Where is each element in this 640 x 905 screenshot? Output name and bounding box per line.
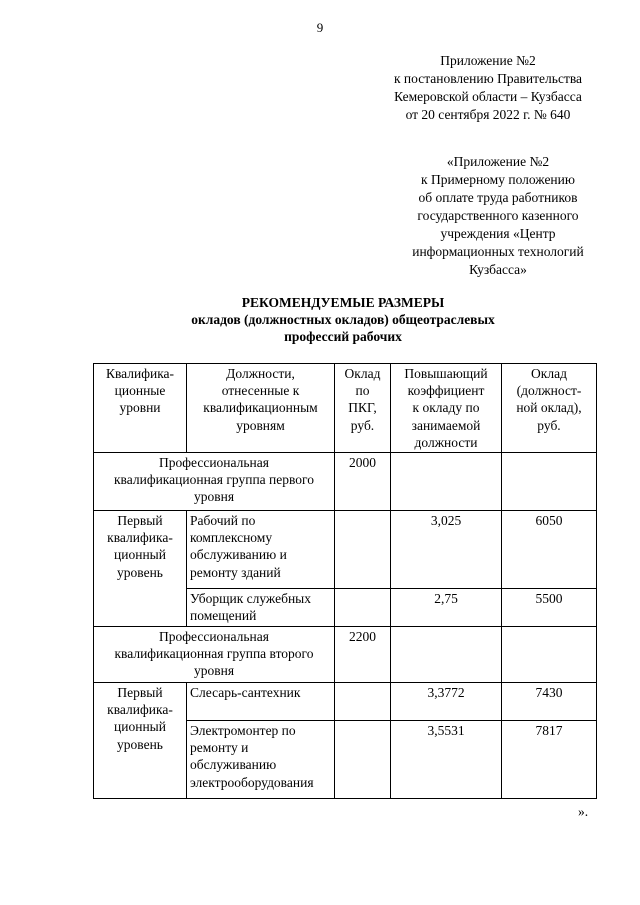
appendix-inner-line: Кузбасса» — [469, 262, 527, 277]
empty-cell — [335, 589, 391, 627]
coefficient-value: 3,3772 — [391, 683, 502, 721]
group-name: Профессиональная квалификационная группа второго уровня — [94, 627, 335, 683]
page-number: 9 — [316, 20, 324, 35]
header-qualification-levels: Квалифика- ционные уровни — [94, 364, 187, 453]
header-coefficient: Повышающий коэффициент к окладу по занимаемой должности — [391, 364, 502, 453]
coefficient-value: 3,5531 — [391, 721, 502, 799]
appendix-inner-line: учреждения «Центр — [440, 226, 556, 241]
group-row — [94, 453, 597, 511]
empty-cell — [502, 627, 597, 683]
header-positions: Должности, отнесенные к квалификационным уровням — [187, 364, 335, 453]
header-salary-pkg: Оклад по ПКГ, руб. — [335, 364, 391, 453]
position-name: Электромонтер по ремонту и обслуживанию электрооборудования — [187, 721, 335, 799]
qualification-level: Первый квалифика- ционный уровень — [94, 683, 187, 799]
group-salary: 2000 — [335, 453, 391, 511]
title-line-3: профессий рабочих — [284, 329, 402, 344]
appendix-header-line: от 20 сентября 2022 г. № 640 — [405, 107, 571, 122]
salary-value: 7817 — [502, 721, 597, 799]
group-name: Профессиональная квалификационная группа первого уровня — [94, 453, 335, 511]
appendix-inner — [393, 153, 603, 279]
empty-cell — [335, 511, 391, 589]
document-title — [90, 294, 596, 345]
appendix-inner-line: к Примерному положению — [421, 172, 575, 187]
appendix-header-line: к постановлению Правительства — [393, 71, 583, 86]
closing-quote: ». — [578, 804, 589, 819]
appendix-inner-line: «Приложение №2 — [446, 154, 550, 169]
position-name: Рабочий по комплексному обслуживанию и ремонту зданий — [187, 511, 335, 589]
position-name: Слесарь-сантехник — [187, 683, 335, 721]
appendix-inner-line: государственного казенного — [417, 208, 579, 223]
salary-value: 5500 — [502, 589, 597, 627]
appendix-inner-line: информационных технологий — [412, 244, 584, 259]
salary-table — [93, 363, 597, 799]
table-header-row — [94, 364, 597, 453]
table-row — [94, 511, 597, 589]
group-row — [94, 627, 597, 683]
salary-value: 6050 — [502, 511, 597, 589]
appendix-header-line: Приложение №2 — [440, 53, 536, 68]
appendix-inner-line: об оплате труда работников — [418, 190, 578, 205]
empty-cell — [391, 627, 502, 683]
coefficient-value: 2,75 — [391, 589, 502, 627]
empty-cell — [335, 721, 391, 799]
coefficient-value: 3,025 — [391, 511, 502, 589]
header-salary-final: Оклад (должност- ной оклад), руб. — [502, 364, 597, 453]
qualification-level: Первый квалифика- ционный уровень — [94, 511, 187, 627]
salary-value: 7430 — [502, 683, 597, 721]
empty-cell — [502, 453, 597, 511]
title-line-2: окладов (должностных окладов) общеотраслевых — [191, 312, 495, 327]
appendix-header — [372, 52, 604, 124]
position-name: Уборщик служебных помещений — [187, 589, 335, 627]
appendix-header-line: Кемеровской области – Кузбасса — [394, 89, 582, 104]
empty-cell — [335, 683, 391, 721]
empty-cell — [391, 453, 502, 511]
table-row — [94, 683, 597, 721]
title-line-1: РЕКОМЕНДУЕМЫЕ РАЗМЕРЫ — [241, 295, 445, 310]
group-salary: 2200 — [335, 627, 391, 683]
